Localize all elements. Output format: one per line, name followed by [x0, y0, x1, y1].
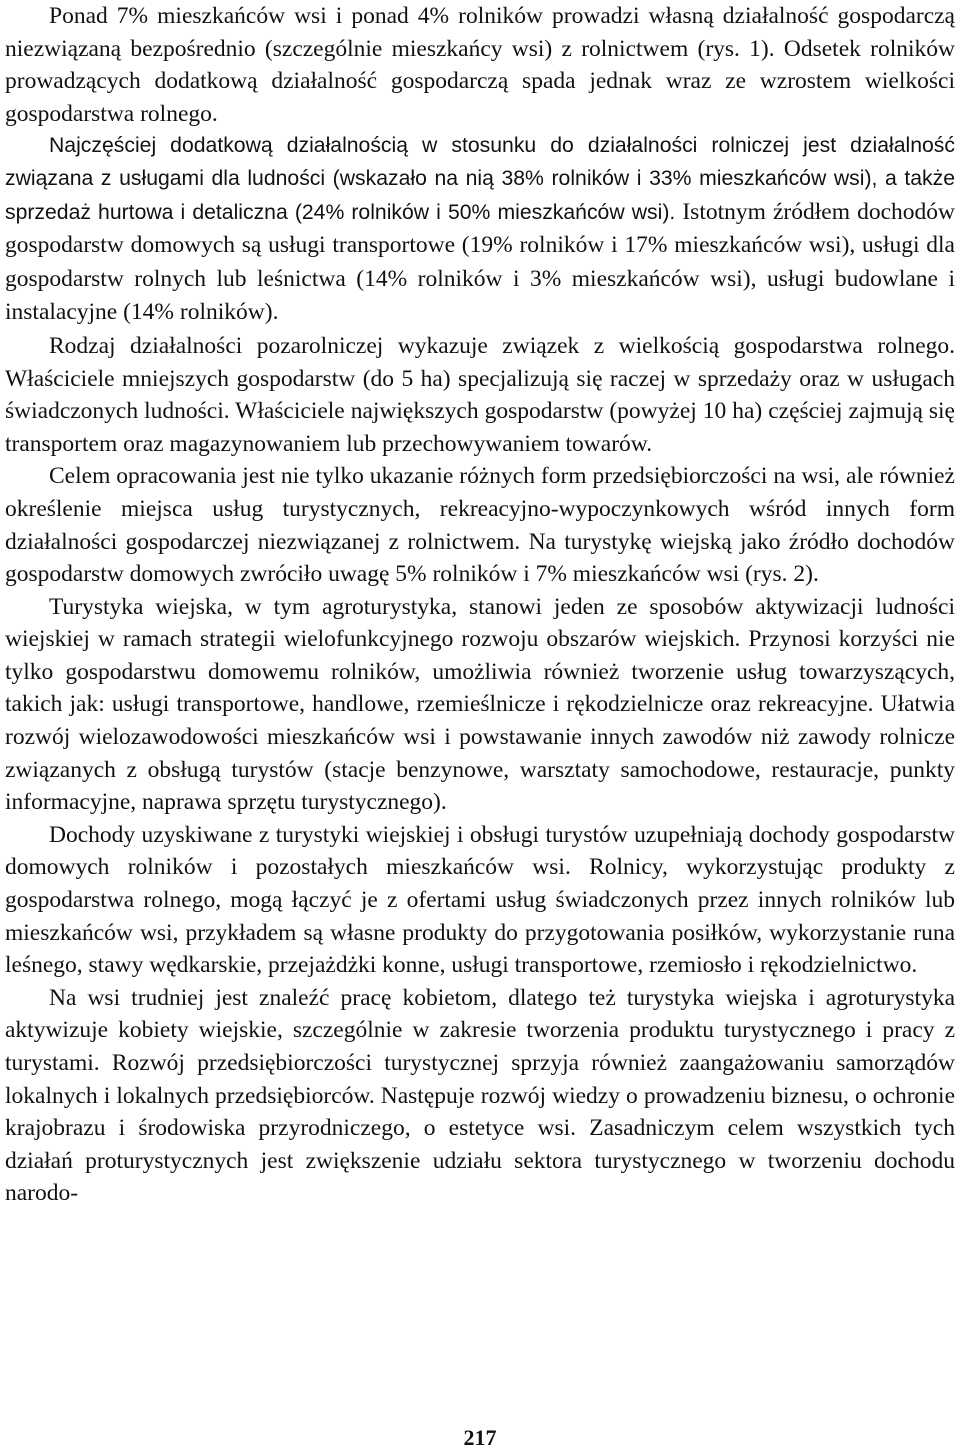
- paragraph-7-text: Na wsi trudniej jest znaleźć pracę kobietom, dlatego też turystyka wiejska i agroturystyka aktywizuje kobiety wiejskie, szczególnie w zakresie tworzenia produktu turystycznego i pracy z turystami. Rozwój przedsiębiorczości turystycznej sprzyja również zaangażowaniu samorządów lokalnych i lokalnych przedsiębiorców. Następuje rozwój wiedzy o prowadzeniu biznesu, o ochronie krajobrazu i środowiska przyrodniczego, o estetyce wsi. Zasadniczym celem wszystkich tych działań proturystycznych jest zwiększenie udziału sektora turystycznego w tworzeniu dochodu narodo-: [5, 984, 955, 1207]
- paragraph-2: [5, 130, 955, 330]
- paragraph-7: [5, 982, 955, 1210]
- paragraph-6: [5, 819, 955, 982]
- paragraph-3-text: Rodzaj działalności pozarolniczej wykazuje związek z wielkością gospodarstwa rolnego. Właściciele mniejszych gospodarstw (do 5 ha) specjalizują się raczej w sprzedaży oraz w usługach świadczonych ludności. Właściciele największych gospodarstw (powyżej 10 ha) częściej zajmują się transportem oraz magazynowaniem lub przechowywaniem towarów.: [5, 332, 955, 457]
- paragraph-4: [5, 460, 955, 590]
- document-page: [5, 0, 955, 1210]
- paragraph-5-text: Turystyka wiejska, w tym agroturystyka, stanowi jeden ze sposobów aktywizacji ludności wiejskiej w ramach strategii wielofunkcyjnego rozwoju obszarów wiejskich. Przynosi korzyści nie tylko gospodarstwu domowemu rolników, umożliwia również tworzenie usług towarzyszących, takich jak: usługi transportowe, handlowe, rzemieślnicze i rękodzielnicze oraz rekreacyjne. Ułatwia rozwój wielozawodowości mieszkańców wsi i powstawanie innych zawodów niż zawody rolnicze związanych z obsługą turystów (stacje benzynowe, warsztaty samochodowe, restauracje, punkty informacyjne, naprawa sprzętu turystycznego).: [5, 593, 955, 816]
- paragraph-1: [5, 0, 955, 130]
- paragraph-3: [5, 330, 955, 460]
- paragraph-5: [5, 591, 955, 819]
- paragraph-2-serif-text: Istotnym źródłem dochodów gospodarstw domowych są usługi transportowe (19% rolników i 17% mieszkańców wsi), usługi dla gospodarstw rolnych lub leśnictwa (14% rolników i 3% mieszkańców wsi), usługi budowlane i instalacyjne (14% rolników).: [5, 198, 955, 326]
- paragraph-1-text: Ponad 7% mieszkańców wsi i ponad 4% rolników prowadzi własną działalność gospodarczą niezwiązaną bezpośrednio (szczególnie mieszkańcy wsi) z rolnictwem (rys. 1). Odsetek rolników prowadzących dodatkową działalność gospodarczą spada jednak wraz ze wzrostem wielkości gospodarstwa rolnego.: [5, 3, 955, 127]
- page-number: 217: [463, 1425, 497, 1450]
- paragraph-2-sans-text: Najczęściej dodatkową działalnością w stosunku do działalności rolniczej jest działalność związana z usługami dla ludności (wskazało na nią 38% rolników i 33% mieszkańców wsi), a także sprzedaż hurtowa i detaliczna (24% rolników i 50% mieszkańców wsi).: [5, 134, 955, 224]
- paragraph-4-text: Celem opracowania jest nie tylko ukazanie różnych form przedsiębiorczości na wsi, ale również określenie miejsca usług turystycznych, rekreacyjno-wypoczynkowych wśród innych form działalności gospodarczej niezwiązanej z rolnictwem. Na turystykę wiejską jako źródło dochodów gospodarstw domowych zwróciło uwagę 5% rolników i 7% mieszkańców wsi (rys. 2).: [5, 463, 955, 588]
- paragraph-6-text: Dochody uzyskiwane z turystyki wiejskiej i obsługi turystów uzupełniają dochody gospodarstw domowych rolników i pozostałych mieszkańców wsi. Rolnicy, wykorzystując produkty z gospodarstwa rolnego, mogą łączyć je z ofertami usług świadczonych przez innych rolników lub mieszkańców wsi, przykładem są własne produkty do przygotowania posiłków, wykorzystanie runa leśnego, stawy wędkarskie, przejażdżki konne, usługi transportowe, rzemiosło i rękodzielnictwo.: [5, 821, 955, 979]
